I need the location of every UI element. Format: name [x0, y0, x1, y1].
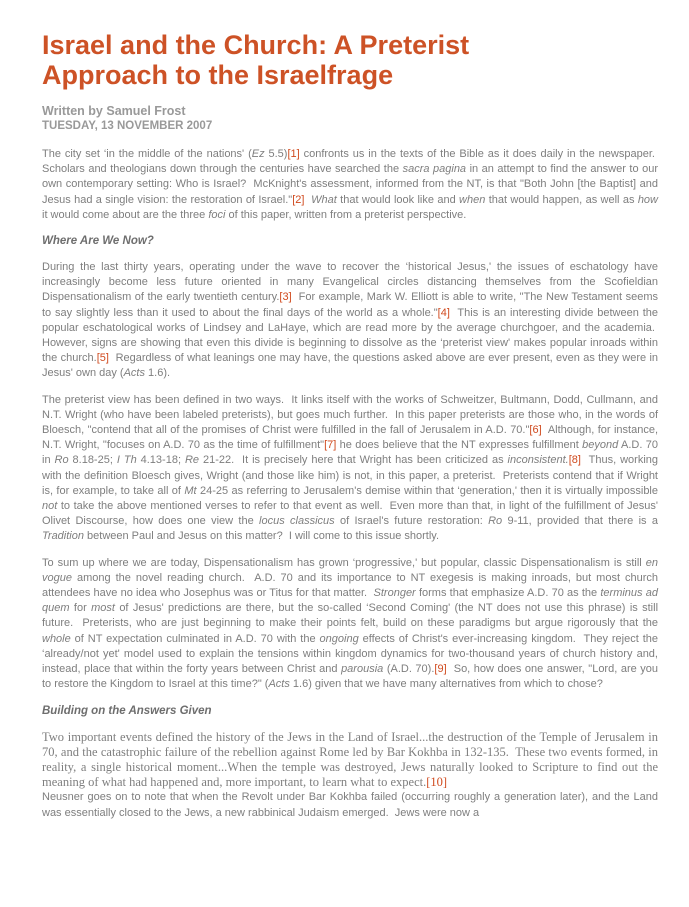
paragraph-sum-up: [42, 556, 658, 693]
paragraph-preterist-view: [42, 393, 658, 545]
text-run: The preterist view has been defined in two ways. It links itself with the works of Schweitzer, Bultmann, Dodd, Cullmann, and N.T. Wright (who have been labeled preterists), but goes much further. In this paper preterists are those who, in the words of Bloesch, "contend that all of the promises of Christ were fulfilled in the fall of Jerusalem in A.D. 70.": [42, 393, 658, 437]
italic-text: Stronger: [373, 587, 416, 600]
footnote-ref[interactable]: [1]: [287, 148, 300, 160]
section-heading-building-on-answers: Building on the Answers Given: [42, 704, 212, 717]
footnote-ref[interactable]: [9]: [434, 663, 447, 676]
paragraph-neusner-follow-up: [42, 790, 658, 820]
footnote-ref[interactable]: [7]: [324, 439, 337, 452]
italic-text: locus classicus: [259, 515, 335, 528]
text-run: between Paul and Jesus on this matter? I will come to this issue shortly.: [83, 530, 440, 543]
text-run: 1.6).: [145, 367, 171, 380]
text-run: Regardless of what leanings one may have, the questions asked above are ever present, even as they were in Jesus' own day (: [42, 352, 659, 380]
italic-text: Ro: [54, 454, 69, 467]
text-run: confronts us in the texts of the Bible as it does daily in the newspaper. Scholars and theologians down through the centuries have searched the: [42, 148, 658, 176]
footnote-ref[interactable]: [5]: [96, 352, 109, 365]
italic-text: Tradition: [42, 530, 84, 543]
footnote-ref[interactable]: [4]: [437, 306, 450, 319]
text-run: 4.13-18;: [136, 454, 185, 467]
text-run: 24-25 as referring to Jerusalem's demise within that ‘generation,' then it is virtually impossible: [196, 484, 658, 497]
text-run: 1.6) given that we have many alternatives from which to chose?: [289, 678, 603, 691]
text-run: that would happen, as well as: [485, 193, 638, 206]
text-run: To sum up where we are today, Dispensationalism has grown ‘progressive,' but popular, classic Dispensationalism is still: [42, 556, 646, 569]
text-run: among the novel reading church. A.D. 70 and its importance to NT exegesis is making inroads, but most church attendees have no idea who Josephus was or Titus for that matter.: [42, 571, 658, 600]
italic-text: Ro: [488, 515, 503, 528]
footnote-ref[interactable]: [6]: [529, 424, 542, 437]
page-title: Israel and the Church: A Preterist Approach to the Israelfrage: [42, 30, 470, 90]
text-run: in an attempt to find the answer to our own contemporary setting: Who is Israel? McKnight's assessment, informed from the NT, is that "Both John [the Baptist] and Jesus had a single vision: the restoration of Israel.": [42, 163, 658, 206]
byline: Written by Samuel Frost: [42, 104, 186, 118]
italic-text: inconsistent.: [507, 454, 569, 467]
text-run: of Israel's future restoration:: [334, 515, 489, 528]
italic-text: Acts: [123, 367, 145, 380]
italic-text: when: [459, 193, 486, 206]
text-run: (A.D. 70).: [383, 663, 435, 676]
italic-text: not: [42, 500, 58, 513]
text-run: that would look like and: [336, 193, 460, 206]
text-run: Two important events defined the history of the Jews in the Land of Israel...the destruction of the Temple of Jerusalem in 70, and the catastrophic failure of the rebellion against Rome led by Bar Kokhba in 132-135. These two events formed, in reality, a single historical moment...When the temple was destroyed, Jews naturally looked to Scripture to find out the meaning of what had happened and, more important, to learn what to expect.: [42, 729, 658, 790]
text-run: for: [69, 602, 92, 615]
text-run: This is an interesting divide between the popular eschatological works of Lindsey and LaHaye, which are read more by the average churchgoer, and the academia. However, signs are showing that even this divide is beginning to dissolve as the ‘preterist view' makes popular inroads within the church.: [42, 306, 658, 365]
italic-text: Ez: [251, 148, 265, 160]
text-run: 9-11, provided that there is a: [502, 515, 658, 528]
italic-text: ongoing: [319, 632, 359, 645]
text-run: The city set ‘in the middle of the nations' (: [42, 148, 252, 160]
italic-text: whole: [42, 632, 71, 645]
publish-date: TUESDAY, 13 NOVEMBER 2007: [42, 120, 213, 132]
footnote-ref[interactable]: [2]: [292, 193, 305, 206]
paragraph-last-thirty-years: [42, 260, 658, 382]
italic-text: beyond: [582, 439, 619, 452]
italic-text: What: [311, 193, 337, 206]
italic-text: I Th: [116, 454, 137, 467]
italic-text: en vogue: [42, 556, 658, 584]
footnote-ref[interactable]: [8]: [568, 454, 581, 467]
italic-text: most: [91, 602, 115, 615]
italic-text: parousia: [341, 663, 384, 676]
italic-text: foci: [208, 208, 226, 221]
text-run: of NT expectation culminated in A.D. 70 with the: [70, 632, 320, 645]
text-run: forms that emphasize A.D. 70 as the: [415, 587, 601, 600]
paragraph-intro: [42, 147, 658, 223]
text-run: Although, for instance, N.T. Wright, "focuses on A.D. 70 as the time of fulfillment": [42, 424, 658, 452]
text-run: he does believe that the NT expresses fulfillment: [336, 439, 583, 452]
text-run: of this paper, written from a preterist perspective.: [225, 208, 467, 221]
text-run: Thus, working with the definition Bloesch gives, Wright (and those like him) is not, in this paper, a preterist. Preterists contend that if Wright is, for example, to take all of: [42, 454, 658, 497]
text-run: 8.18-25;: [68, 454, 117, 467]
italic-text: sacra pagina: [402, 163, 467, 176]
text-run: effects of Christ's ever-increasing kingdom. They reject the ‘already/not yet' model used to explain the tensions within kingdom dynamics for two-thousand years of church history and, instead, place that within the forty years between Christ and: [42, 632, 658, 676]
italic-text: terminus ad quem: [42, 587, 658, 615]
section-heading-where-are-we-now: Where Are We Now?: [42, 235, 154, 248]
text-run: So, how does one answer, "Lord, are you to restore the Kingdom to Israel at this time?" (: [42, 663, 659, 691]
italic-text: Mt: [184, 484, 197, 497]
text-run: of Jesus' predictions are there, but the so-called ‘Second Coming' (the NT does not use this phrase) is still future. Preterists, who are just beginning to make their points felt, build on these paradigms but argue rigorously that the: [42, 602, 659, 630]
italic-text: Acts: [268, 678, 290, 691]
footnote-ref[interactable]: [3]: [279, 291, 292, 304]
italic-text: Re: [184, 454, 200, 467]
footnote-ref[interactable]: [10]: [426, 775, 448, 790]
text-run: to take the above mentioned verses to refer to that event as well. Even more than that, in light of the fulfillment of Jesus' Olivet Discourse, how does one view the: [42, 500, 658, 528]
text-run: For example, Mark W. Elliott is able to write, "The New Testament seems to say slightly less than it used to about the final days of the world as a whole.": [42, 291, 658, 319]
text-run: 21-22. It is precisely here that Wright has been criticized as: [199, 454, 508, 467]
text-run: it would come about are the three: [42, 208, 209, 221]
text-run: During the last thirty years, operating under the wave to recover the ‘historical Jesus,' the issues of eschatology have increasingly become less future oriented in many Evangelical circles distancing themselves from the Scofieldian Dispensationalism of the early twentieth century.: [42, 261, 658, 304]
text-run: Neusner goes on to note that when the Revolt under Bar Kokhba failed (occurring roughly a generation later), and the Land was essentially closed to the Jews, a new rabbinical Judaism emerged. Jews were now a: [42, 791, 658, 819]
text-run: A.D. 70 in: [42, 439, 658, 467]
italic-text: how: [637, 193, 658, 206]
block-quote-neusner: [42, 730, 658, 791]
text-run: 5.5): [264, 148, 288, 160]
